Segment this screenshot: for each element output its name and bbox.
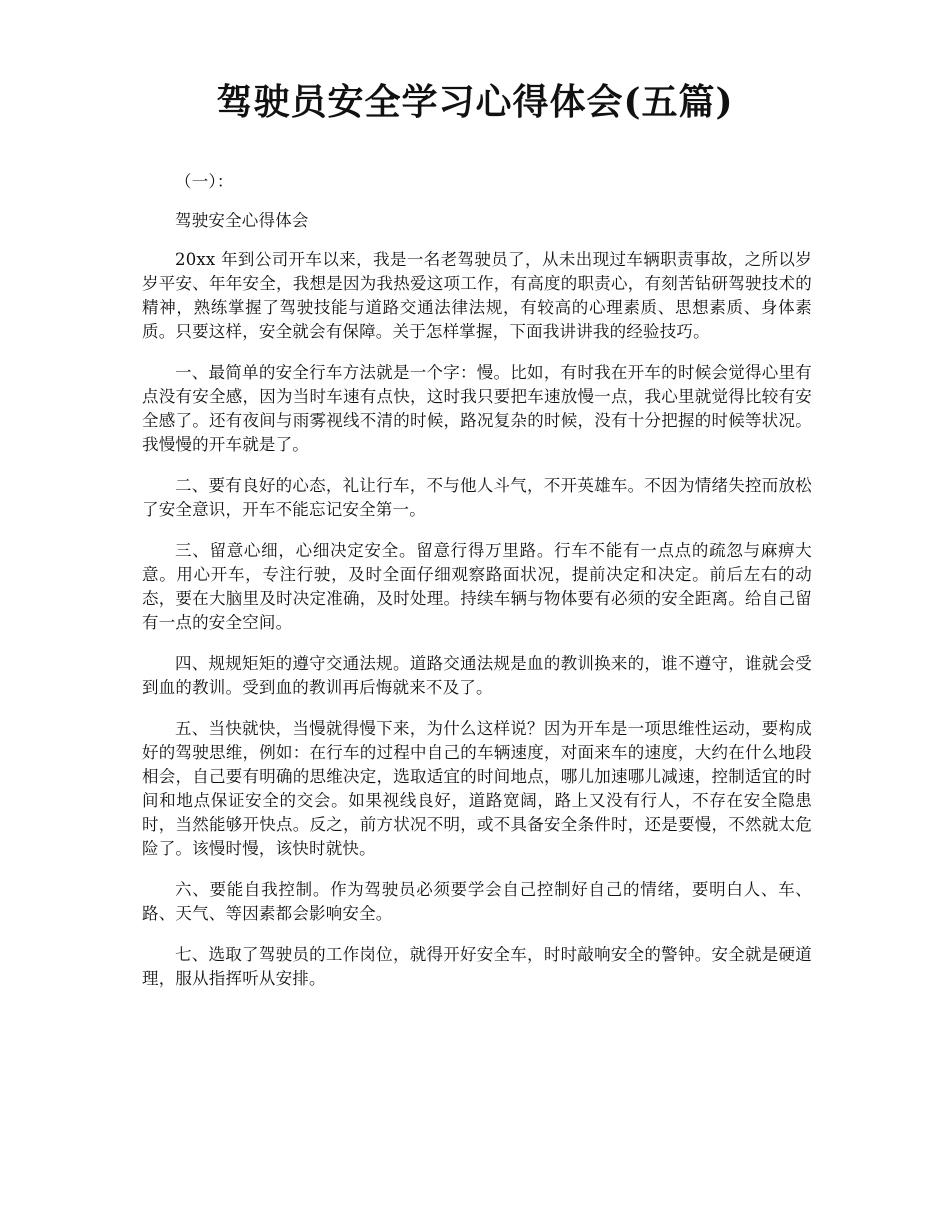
paragraph-point-6: 六、要能自我控制。作为驾驶员必须要学会自己控制好自己的情绪，要明白人、车、路、天气、等因素都会影响安全。 [142,880,812,923]
paragraph-point-3: 三、留意心细，心细决定安全。留意行得万里路。行车不能有一点点的疏忽与麻痹大意。用心开车，专注行驶，及时全面仔细观察路面状况，提前决定和决定。前后左右的动态，要在大脑里及时决定准确，及时处理。持续车辆与物体要有必须的安全距离。给自己留有一点的安全空间。 [142,541,812,632]
document-title: 驾驶员安全学习心得体会(五篇) [216,81,734,123]
paragraph-intro: 20xx 年到公司开车以来，我是一名老驾驶员了，从未出现过车辆职责事故，之所以岁岁平安、年年安全，我想是因为我热爱这项工作，有高度的职责心，有刻苦钻研驾驶技术的精神，熟练掌握了驾驶技能与道路交通法律法规，有较高的心理素质、思想素质、身体素质。只要这样，安全就会有保障。关于怎样掌握，下面我讲讲我的经验技巧。 [142,250,812,341]
document-body [142,170,812,1008]
paragraph-point-7: 七、选取了驾驶员的工作岗位，就得开好安全车，时时敲响安全的警钟。安全就是硬道理，服从指挥听从安排。 [142,945,812,988]
paragraph-point-4: 四、规规矩矩的遵守交通法规。道路交通法规是血的教训换来的，谁不遵守，谁就会受到血的教训。受到血的教训再后悔就来不及了。 [142,654,812,697]
section-label: （一）： [175,172,234,191]
paragraph-point-5: 五、当快就快，当慢就得慢下来，为什么这样说？因为开车是一项思维性运动，要构成好的驾驶思维，例如：在行车的过程中自己的车辆速度，对面来车的速度，大约在什么地段相会，自己要有明确的思维决定，选取适宜的时间地点，哪儿加速哪儿减速，控制适宜的时间和地点保证安全的交会。如果视线良好，道路宽阔，路上又没有行人，不存在安全隐患时，当然能够开快点。反之，前方状况不明，或不具备安全条件时，还是要慢，不然就太危险了。该慢时慢，该快时就快。 [142,719,812,858]
section-subtitle: 驾驶安全心得体会 [175,211,309,230]
paragraph-point-1: 一、最简单的安全行车方法就是一个字：慢。比如，有时我在开车的时候会觉得心里有点没有安全感，因为当时车速有点快，这时我只要把车速放慢一点，我心里就觉得比较有安全感了。还有夜间与雨雾视线不清的时候，路况复杂的时候，没有十分把握的时候等状况。我慢慢的开车就是了。 [142,363,812,454]
paragraph-point-2: 二、要有良好的心态，礼让行车，不与他人斗气，不开英雄车。不因为情绪失控而放松了安全意识，开车不能忘记安全第一。 [142,476,812,519]
